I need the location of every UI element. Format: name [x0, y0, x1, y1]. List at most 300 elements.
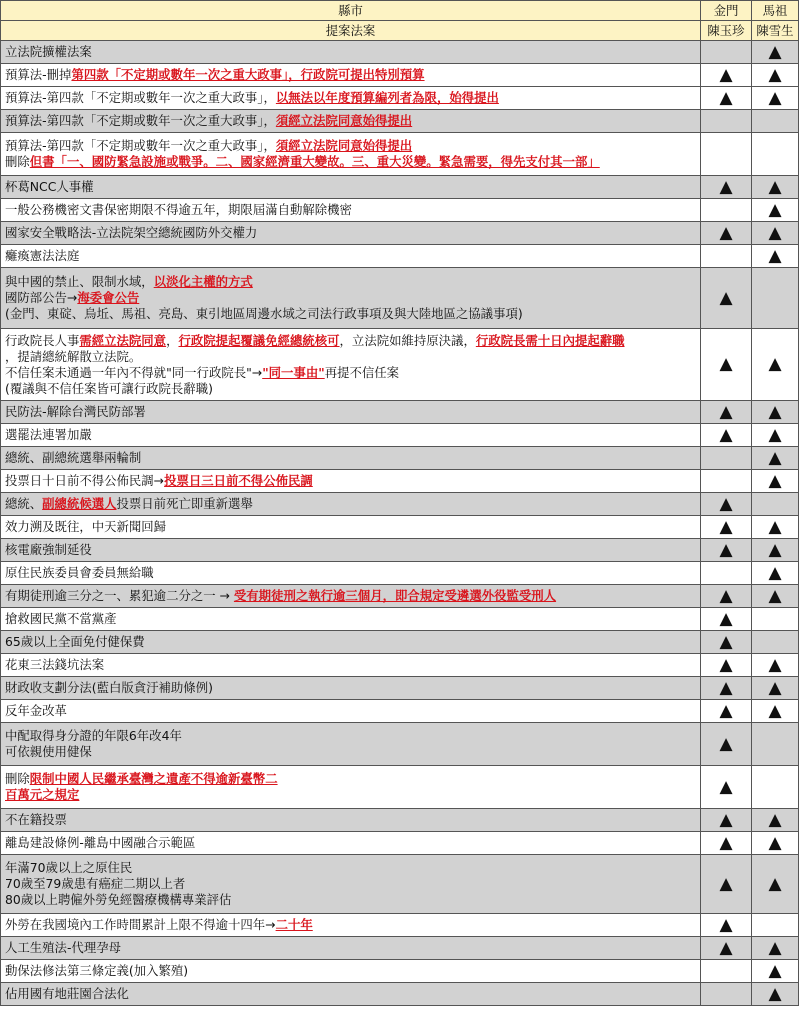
matsu-vote-cell [752, 447, 799, 470]
proposal-text: 投票日十日前不得公佈民調→ [5, 473, 165, 488]
matsu-legislator-header: 陳雪生 [752, 21, 799, 41]
proposal-cell [1, 493, 701, 516]
proposal-cell [1, 424, 701, 447]
kinmen-vote-cell [701, 87, 752, 110]
proposal-text: 癱瘓憲法法庭 [5, 248, 80, 263]
kinmen-header: 金門 [701, 1, 752, 21]
highlighted-text: 行政院長需十日內提起辭職 [475, 332, 625, 348]
proposal-line [5, 917, 696, 933]
matsu-vote-cell [752, 245, 799, 268]
table-row [1, 809, 799, 832]
proposal-cell [1, 700, 701, 723]
proposal-cell [1, 654, 701, 677]
kinmen-vote-cell [701, 245, 752, 268]
proposal-cell [1, 222, 701, 245]
highlighted-text: 限制中國人民繼承臺灣之遺產不得逾新臺幣二 [29, 771, 278, 786]
kinmen-vote-cell [701, 424, 752, 447]
kinmen-vote-cell [701, 447, 752, 470]
triangle-marker-icon: ▲ [719, 677, 733, 698]
triangle-marker-icon: ▲ [768, 585, 782, 606]
table-row [1, 329, 799, 401]
kinmen-vote-cell [701, 470, 752, 493]
proposal-text: 國家安全戰略法-立法院架空總統國防外交權力 [5, 225, 258, 240]
triangle-marker-icon: ▲ [719, 809, 733, 830]
kinmen-vote-cell [701, 41, 752, 64]
triangle-marker-icon: ▲ [768, 222, 782, 243]
matsu-vote-cell [752, 539, 799, 562]
proposal-text: 年滿70歲以上之原住民 [5, 860, 133, 875]
table-row [1, 832, 799, 855]
matsu-vote-cell [752, 493, 799, 516]
kinmen-vote-cell [701, 700, 752, 723]
proposal-cell [1, 401, 701, 424]
proposal-line [5, 333, 696, 349]
proposal-cell [1, 832, 701, 855]
proposal-text: 80歲以上聘僱外勞免經醫療機構專業評估 [5, 892, 232, 907]
proposal-cell [1, 855, 701, 914]
matsu-header: 馬祖 [752, 1, 799, 21]
kinmen-vote-cell [701, 539, 752, 562]
proposal-text: 民防法-解除台灣民防部署 [5, 404, 146, 419]
proposal-line [5, 835, 696, 851]
proposal-cell [1, 110, 701, 133]
triangle-marker-icon: ▲ [719, 87, 733, 108]
proposal-text: 外勞在我國境內工作時間累計上限不得逾十四年→ [5, 917, 276, 932]
kinmen-vote-cell [701, 516, 752, 539]
proposal-header: 提案法案 [1, 21, 701, 41]
kinmen-vote-cell [701, 654, 752, 677]
triangle-marker-icon: ▲ [768, 700, 782, 721]
highlighted-text: 行政院提起覆議免經總統核可 [178, 332, 340, 348]
highlighted-text: 以淡化主權的方式 [153, 274, 253, 289]
triangle-marker-icon: ▲ [768, 176, 782, 197]
table-row [1, 960, 799, 983]
proposal-text: (金門、東碇、烏坵、馬祖、亮島、東引地區周邊水域之司法行政事項及與大陸地區之協議事項) [5, 306, 523, 321]
proposal-line [5, 67, 696, 83]
table-row [1, 608, 799, 631]
proposal-line [5, 744, 696, 760]
proposal-text: 離島建設條例-離島中國融合示範區 [5, 835, 196, 850]
kinmen-vote-cell [701, 199, 752, 222]
matsu-vote-cell [752, 677, 799, 700]
proposal-line [5, 179, 696, 195]
proposal-cell [1, 245, 701, 268]
proposal-text: 花東三法錢坑法案 [5, 657, 105, 672]
triangle-marker-icon: ▲ [768, 654, 782, 675]
highlighted-text: 副總統候選人 [42, 496, 117, 511]
proposal-cell [1, 329, 701, 401]
proposal-text: 總統、 [5, 496, 43, 511]
highlighted-text: 以無法以年度預算編列者為限，始得提出 [275, 90, 499, 105]
proposal-line [5, 611, 696, 627]
proposal-line [5, 427, 696, 443]
table-row [1, 493, 799, 516]
matsu-vote-cell [752, 268, 799, 329]
table-row [1, 87, 799, 110]
proposal-line [5, 138, 696, 154]
triangle-marker-icon: ▲ [719, 516, 733, 537]
proposal-cell [1, 470, 701, 493]
matsu-vote-cell [752, 914, 799, 937]
triangle-marker-icon: ▲ [719, 914, 733, 935]
proposal-line [5, 565, 696, 581]
proposal-text: ， [166, 332, 179, 348]
proposal-cell [1, 447, 701, 470]
triangle-marker-icon: ▲ [768, 354, 782, 374]
kinmen-vote-cell [701, 401, 752, 424]
kinmen-vote-cell [701, 983, 752, 1006]
table-row [1, 855, 799, 914]
proposal-cell [1, 41, 701, 64]
proposal-cell [1, 631, 701, 654]
proposal-text: 預算法-第四款「不定期或數年一次之重大政事」， [5, 138, 276, 153]
kinmen-vote-cell [701, 960, 752, 983]
proposal-line [5, 634, 696, 650]
proposal-line [5, 963, 696, 979]
kinmen-vote-cell [701, 110, 752, 133]
proposal-line [5, 90, 696, 106]
matsu-vote-cell [752, 64, 799, 87]
proposal-text: 財政收支劃分法(藍白版貪汙補助條例) [5, 680, 213, 695]
matsu-vote-cell [752, 654, 799, 677]
matsu-vote-cell [752, 516, 799, 539]
kinmen-vote-cell [701, 64, 752, 87]
proposal-line [5, 771, 696, 787]
highlighted-text: "同一事由" [262, 364, 325, 380]
proposal-text: 與中國的禁止、限制水域， [5, 274, 154, 289]
table-row [1, 983, 799, 1006]
highlighted-text: 需經立法院同意 [79, 332, 167, 348]
matsu-vote-cell [752, 700, 799, 723]
proposal-line [5, 860, 696, 876]
proposal-line [5, 202, 696, 218]
table-row [1, 700, 799, 723]
proposal-text: (覆議與不信任案皆可讓行政院長辭職) [5, 380, 213, 396]
matsu-vote-cell [752, 960, 799, 983]
proposal-line [5, 703, 696, 719]
kinmen-legislator-header: 陳玉珍 [701, 21, 752, 41]
kinmen-vote-cell [701, 493, 752, 516]
proposal-line [5, 986, 696, 1002]
proposal-text: 原住民族委員會委員無給職 [5, 565, 154, 580]
triangle-marker-icon: ▲ [768, 539, 782, 560]
proposal-cell [1, 199, 701, 222]
proposal-cell [1, 723, 701, 766]
triangle-marker-icon: ▲ [768, 677, 782, 698]
triangle-marker-icon: ▲ [719, 287, 733, 308]
highlighted-text: 受有期徒刑之執行逾三個月，即合規定受遴選外役監受刑人 [233, 588, 557, 603]
triangle-marker-icon: ▲ [768, 245, 782, 266]
triangle-marker-icon: ▲ [719, 733, 733, 754]
table-row [1, 199, 799, 222]
proposal-cell [1, 960, 701, 983]
proposal-text: 搶救國民黨不當黨產 [5, 611, 117, 626]
matsu-vote-cell [752, 329, 799, 401]
highlighted-text: 百萬元之規定 [5, 787, 80, 802]
proposal-line [5, 349, 696, 365]
proposal-cell [1, 608, 701, 631]
triangle-marker-icon: ▲ [719, 585, 733, 606]
matsu-vote-cell [752, 585, 799, 608]
proposal-line [5, 290, 696, 306]
matsu-vote-cell [752, 176, 799, 199]
highlighted-text: 投票日三日前不得公佈民調 [164, 473, 313, 488]
table-row [1, 631, 799, 654]
proposal-text: 預算法-第四款「不定期或數年一次之重大政事」， [5, 113, 276, 128]
matsu-vote-cell [752, 424, 799, 447]
triangle-marker-icon: ▲ [719, 424, 733, 445]
proposal-cell [1, 585, 701, 608]
proposal-line [5, 876, 696, 892]
proposal-line [5, 248, 696, 264]
triangle-marker-icon: ▲ [768, 873, 782, 894]
proposal-cell [1, 133, 701, 176]
proposal-text: 有期徒刑逾三分之一、累犯逾二分之一 → [5, 588, 234, 603]
kinmen-vote-cell [701, 631, 752, 654]
proposal-line [5, 274, 696, 290]
proposal-text: 選罷法連署加嚴 [5, 427, 92, 442]
proposal-text: 國防部公告→ [5, 290, 78, 305]
matsu-vote-cell [752, 470, 799, 493]
matsu-vote-cell [752, 608, 799, 631]
triangle-marker-icon: ▲ [719, 873, 733, 894]
triangle-marker-icon: ▲ [719, 354, 733, 374]
triangle-marker-icon: ▲ [719, 776, 733, 797]
proposal-line [5, 588, 696, 604]
proposal-text: 中配取得身分證的年限6年改4年 [5, 728, 182, 743]
kinmen-vote-cell [701, 855, 752, 914]
proposal-text: 佔用國有地莊園合法化 [5, 986, 129, 1001]
proposal-text: 行政院長人事 [5, 332, 80, 348]
triangle-marker-icon: ▲ [719, 654, 733, 675]
proposal-text: 杯葛NCC人事權 [5, 179, 94, 194]
proposal-line [5, 365, 696, 381]
proposal-cell [1, 87, 701, 110]
proposal-text: 效力溯及既往，中天新聞回歸 [5, 519, 167, 534]
proposal-line [5, 113, 696, 129]
matsu-vote-cell [752, 766, 799, 809]
table-row [1, 424, 799, 447]
proposal-text: 人工生殖法-代理孕母 [5, 940, 121, 955]
proposal-text: 不在籍投票 [5, 812, 67, 827]
triangle-marker-icon: ▲ [719, 539, 733, 560]
table-header [1, 1, 799, 41]
triangle-marker-icon: ▲ [768, 424, 782, 445]
proposal-text: 刪除 [5, 771, 30, 786]
matsu-vote-cell [752, 41, 799, 64]
proposal-line [5, 404, 696, 420]
proposal-cell [1, 562, 701, 585]
proposal-cell [1, 539, 701, 562]
triangle-marker-icon: ▲ [719, 64, 733, 85]
proposal-text: 預算法-第四款「不定期或數年一次之重大政事」， [5, 90, 276, 105]
matsu-vote-cell [752, 983, 799, 1006]
proposal-line [5, 940, 696, 956]
triangle-marker-icon: ▲ [719, 401, 733, 422]
proposal-line [5, 44, 696, 60]
table-row [1, 654, 799, 677]
table-row [1, 133, 799, 176]
proposal-line [5, 381, 696, 397]
proposal-text: 立法院擴權法案 [5, 44, 92, 59]
matsu-vote-cell [752, 723, 799, 766]
triangle-marker-icon: ▲ [719, 608, 733, 629]
matsu-vote-cell [752, 562, 799, 585]
table-row [1, 268, 799, 329]
table-row [1, 562, 799, 585]
table-row [1, 245, 799, 268]
matsu-vote-cell [752, 110, 799, 133]
kinmen-vote-cell [701, 268, 752, 329]
kinmen-vote-cell [701, 937, 752, 960]
matsu-vote-cell [752, 832, 799, 855]
proposal-cell [1, 766, 701, 809]
proposal-line [5, 812, 696, 828]
kinmen-vote-cell [701, 723, 752, 766]
proposal-cell [1, 914, 701, 937]
table-row [1, 516, 799, 539]
kinmen-vote-cell [701, 809, 752, 832]
triangle-marker-icon: ▲ [768, 199, 782, 220]
proposal-line [5, 892, 696, 908]
table-row [1, 64, 799, 87]
proposal-text: 預算法-刪掉 [5, 67, 72, 82]
proposal-line [5, 657, 696, 673]
triangle-marker-icon: ▲ [719, 493, 733, 514]
proposal-text: 刪除 [5, 154, 30, 169]
triangle-marker-icon: ▲ [768, 87, 782, 108]
table-row [1, 176, 799, 199]
highlighted-text: 海委會公告 [77, 290, 140, 305]
proposal-cell [1, 937, 701, 960]
kinmen-vote-cell [701, 133, 752, 176]
triangle-marker-icon: ▲ [768, 832, 782, 853]
triangle-marker-icon: ▲ [719, 222, 733, 243]
proposal-text: ，立法院如維持原決議， [339, 332, 476, 348]
proposal-text: 再提不信任案 [324, 364, 400, 380]
triangle-marker-icon: ▲ [768, 401, 782, 422]
table-row [1, 447, 799, 470]
proposal-line [5, 542, 696, 558]
proposal-cell [1, 176, 701, 199]
proposal-line [5, 225, 696, 241]
table-row [1, 766, 799, 809]
highlighted-text: 二十年 [275, 917, 313, 932]
proposal-text: 總統、副總統選舉兩輪制 [5, 450, 142, 465]
kinmen-vote-cell [701, 562, 752, 585]
triangle-marker-icon: ▲ [719, 631, 733, 652]
table-row [1, 41, 799, 64]
triangle-marker-icon: ▲ [768, 960, 782, 981]
triangle-marker-icon: ▲ [768, 64, 782, 85]
proposal-text: 反年金改革 [5, 703, 67, 718]
matsu-vote-cell [752, 937, 799, 960]
proposal-text: 可依親使用健保 [5, 744, 92, 759]
triangle-marker-icon: ▲ [768, 516, 782, 537]
matsu-vote-cell [752, 199, 799, 222]
proposal-cell [1, 64, 701, 87]
proposal-text: 動保法修法第三條定義(加入繁殖) [5, 963, 189, 978]
table-row [1, 723, 799, 766]
proposal-cell [1, 983, 701, 1006]
table-row [1, 401, 799, 424]
proposal-cell [1, 677, 701, 700]
proposal-line [5, 680, 696, 696]
table-row [1, 470, 799, 493]
proposal-text: 投票日前死亡即重新選舉 [116, 496, 253, 511]
highlighted-text: 須經立法院同意始得提出 [275, 138, 413, 153]
proposal-line [5, 450, 696, 466]
proposal-text: 一般公務機密文書保密期限不得逾五年，期限屆滿自動解除機密 [5, 202, 352, 217]
proposal-cell [1, 268, 701, 329]
triangle-marker-icon: ▲ [768, 562, 782, 583]
proposal-line [5, 496, 696, 512]
proposal-line [5, 728, 696, 744]
proposal-line [5, 519, 696, 535]
proposal-text: 70歲至79歲患有癌症二期以上者 [5, 876, 186, 891]
table-row [1, 539, 799, 562]
matsu-vote-cell [752, 222, 799, 245]
kinmen-vote-cell [701, 329, 752, 401]
proposal-cell [1, 516, 701, 539]
kinmen-vote-cell [701, 176, 752, 199]
kinmen-vote-cell [701, 914, 752, 937]
table-row [1, 677, 799, 700]
kinmen-vote-cell [701, 677, 752, 700]
table-body [1, 41, 799, 1006]
proposal-line [5, 154, 696, 170]
table-row [1, 222, 799, 245]
proposal-line [5, 787, 696, 803]
proposal-cell [1, 809, 701, 832]
proposal-text: 核電廠強制延役 [5, 542, 92, 557]
county-header: 縣市 [1, 1, 701, 21]
triangle-marker-icon: ▲ [768, 470, 782, 491]
highlighted-text: 但書「一、國防緊急設施或戰爭。二、國家經濟重大變故。三、重大災變。緊急需要，得先支付其一部」 [29, 154, 600, 169]
proposal-line [5, 306, 696, 322]
triangle-marker-icon: ▲ [768, 41, 782, 62]
proposal-line [5, 473, 696, 489]
matsu-vote-cell [752, 631, 799, 654]
highlighted-text: 第四款「不定期或數年一次之重大政事」，行政院可提出特別預算 [71, 67, 425, 82]
proposal-text: 65歲以上全面免付健保費 [5, 634, 145, 649]
table-row [1, 914, 799, 937]
triangle-marker-icon: ▲ [768, 937, 782, 958]
table-row [1, 110, 799, 133]
matsu-vote-cell [752, 401, 799, 424]
triangle-marker-icon: ▲ [719, 700, 733, 721]
kinmen-vote-cell [701, 766, 752, 809]
triangle-marker-icon: ▲ [719, 937, 733, 958]
triangle-marker-icon: ▲ [768, 983, 782, 1004]
table-row [1, 585, 799, 608]
matsu-vote-cell [752, 87, 799, 110]
triangle-marker-icon: ▲ [768, 809, 782, 830]
table-row [1, 937, 799, 960]
matsu-vote-cell [752, 855, 799, 914]
triangle-marker-icon: ▲ [768, 447, 782, 468]
matsu-vote-cell [752, 809, 799, 832]
kinmen-vote-cell [701, 832, 752, 855]
highlighted-text: 須經立法院同意始得提出 [275, 113, 413, 128]
triangle-marker-icon: ▲ [719, 832, 733, 853]
matsu-vote-cell [752, 133, 799, 176]
kinmen-vote-cell [701, 585, 752, 608]
kinmen-vote-cell [701, 222, 752, 245]
kinmen-vote-cell [701, 608, 752, 631]
triangle-marker-icon: ▲ [719, 176, 733, 197]
proposal-text: 不信任案未通過一年內不得就"同一行政院長"→ [5, 364, 263, 380]
